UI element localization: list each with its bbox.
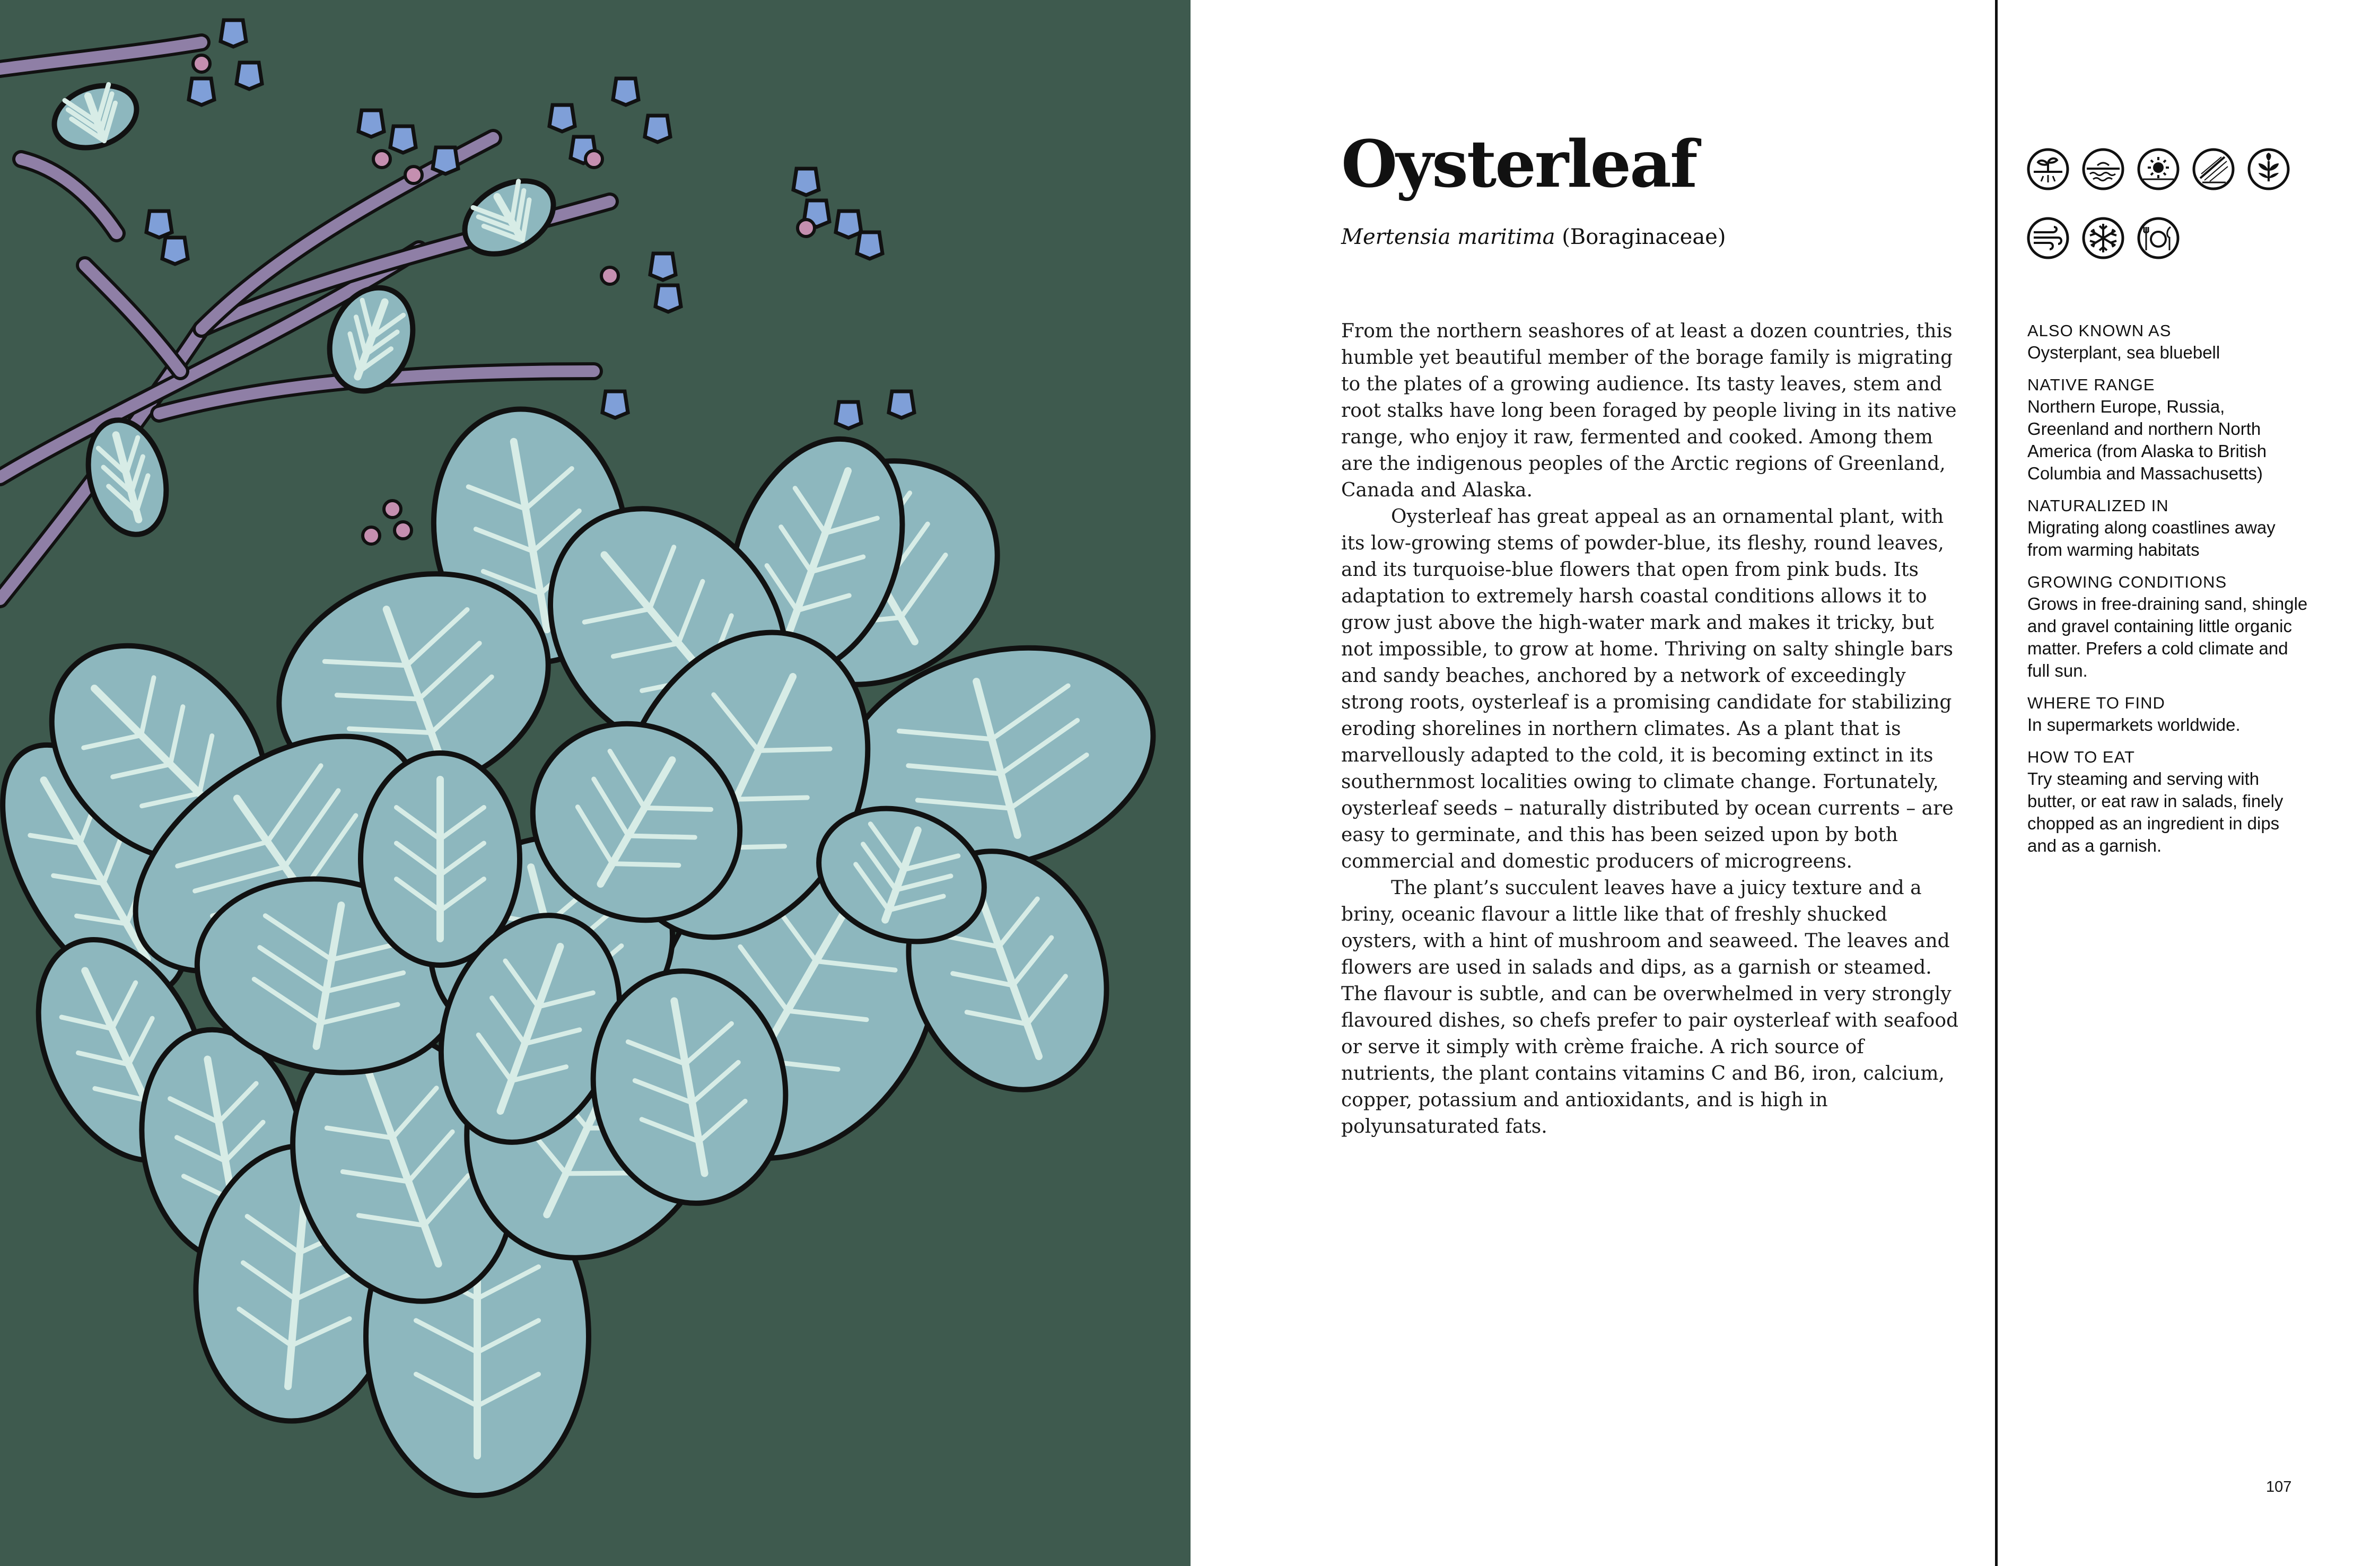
botanical-name xyxy=(1341,225,1726,249)
bell-flower xyxy=(146,211,172,238)
bell-flower xyxy=(645,116,670,142)
fact-value: Oysterplant, sea bluebell xyxy=(2027,343,2220,362)
bell-flower xyxy=(613,78,638,105)
bell-flower xyxy=(889,391,914,418)
bell-flower xyxy=(793,169,819,195)
bell-flower xyxy=(602,391,628,418)
flower-bud xyxy=(363,527,380,544)
column-divider xyxy=(1995,0,1998,1566)
fact-value: Try steaming and serving with butter, or eat raw in salads, finely chopped as an ingredient in dips and as a garnish. xyxy=(2027,769,2283,855)
fact-label: ALSO KNOWN AS xyxy=(2027,321,2172,340)
latin-name: Mertensia maritima xyxy=(1341,225,1555,249)
flower-bud xyxy=(585,151,602,168)
bell-flower xyxy=(162,238,188,264)
body-paragraph: Oysterleaf has great appeal as an ornamental plant, with its low-growing stems of powder-blue, its fleshy, round leaves, and its turquoise-blue flowers that open from pink buds. Its adaptation to extremely harsh coastal conditions allows it to grow just above the high-water mark and makes it tricky, but not impossible, to grow at home. Thriving on salty shingle bars and sandy beaches, anchored by a network of exceedingly strong roots, oysterleaf is a promising candidate for stabilizing eroding shorelines in northern climates. As a plant that is marvellously adapted to the cold, it is becoming extinct in its southernmost localities owing to climate change. Fortunately, oysterleaf seeds – naturally distributed by ocean currents – are easy to germinate, and this has been seized upon by both commercial and domestic producers of microgreens. xyxy=(1341,506,1954,872)
fact-value: Grows in free-draining sand, shingle and gravel containing little organic matter. Prefers a cold climate and full sun. xyxy=(2027,594,2308,680)
fact-sidebar xyxy=(2027,320,2308,868)
leaf xyxy=(46,75,145,159)
page-title: Oysterleaf xyxy=(1341,126,1696,202)
bell-flower xyxy=(836,211,861,238)
bell-flower xyxy=(549,105,575,132)
flower-bud xyxy=(384,501,401,518)
fact-value: Northern Europe, Russia, Greenland and northern North America (from Alaska to British Columbia and Massachusetts) xyxy=(2027,397,2267,483)
page-number: 107 xyxy=(2266,1478,2292,1495)
drainage-slope-icon xyxy=(2192,147,2235,191)
bell-flower xyxy=(237,63,262,89)
plant-family: (Boraginaceae) xyxy=(1562,225,1726,249)
fact-label: NATURALIZED IN xyxy=(2027,496,2169,515)
flower-bud xyxy=(405,167,422,183)
fact-value: In supermarkets worldwide. xyxy=(2027,715,2241,734)
bell-flower xyxy=(358,110,384,137)
body-paragraph: The plant’s succulent leaves have a juicy texture and a briny, oceanic flavour a little like that of freshly shucked oysters, with a hint of mushroom and seaweed. The leaves and flowers are used in salads and dips, as a garnish or steamed. The flavour is subtle, and can be overwhelmed in very strongly flavoured dishes, so chefs prefer to pair oysterleaf with seafood or serve it simply with crème fraiche. A rich source of nutrients, the plant contains vitamins C and B6, iron, calcium, copper, potassium and antioxidants, and is high in polyunsaturated fats. xyxy=(1341,877,1959,1138)
fact-label: HOW TO EAT xyxy=(2027,748,2135,766)
bell-flower xyxy=(836,402,861,428)
bell-flower xyxy=(650,253,676,280)
shoreline-water-icon xyxy=(2081,147,2125,191)
plant-leaves-icon xyxy=(2247,147,2290,191)
bell-flower xyxy=(221,20,246,47)
flower-bud xyxy=(373,151,390,168)
body-text xyxy=(1341,318,1961,1140)
bell-flower xyxy=(857,232,882,259)
bell-flower xyxy=(433,147,458,174)
bell-flower xyxy=(189,78,214,105)
stem xyxy=(85,265,180,371)
snowflake-icon xyxy=(2081,216,2125,260)
bell-flower xyxy=(390,126,416,153)
fact-label: NATIVE RANGE xyxy=(2027,375,2155,394)
sprout-soil-icon xyxy=(2026,147,2070,191)
bell-flower xyxy=(655,285,681,312)
flower-bud xyxy=(798,220,815,237)
flower-bud xyxy=(601,267,618,284)
sun-horizon-icon xyxy=(2137,147,2180,191)
wind-icon xyxy=(2026,216,2070,260)
fact-value: Migrating along coastlines away from warming habitats xyxy=(2027,518,2276,559)
flower-bud xyxy=(395,522,412,539)
plate-cutlery-icon xyxy=(2137,216,2180,260)
leaf xyxy=(452,166,566,269)
fact-label: GROWING CONDITIONS xyxy=(2027,573,2227,591)
flower-bud xyxy=(193,55,210,72)
body-paragraph: From the northern seashores of at least a dozen countries, this humble yet beautiful member of the borage family is migrating to the plates of a growing audience. Its tasty leaves, stem and root stalks have long been foraged by people living in its native range, who enjoy it raw, fermented and cooked. Among them are the indigenous peoples of the Arctic regions of Greenland, Canada and Alaska. xyxy=(1341,320,1957,501)
fact-label: WHERE TO FIND xyxy=(2027,694,2165,712)
